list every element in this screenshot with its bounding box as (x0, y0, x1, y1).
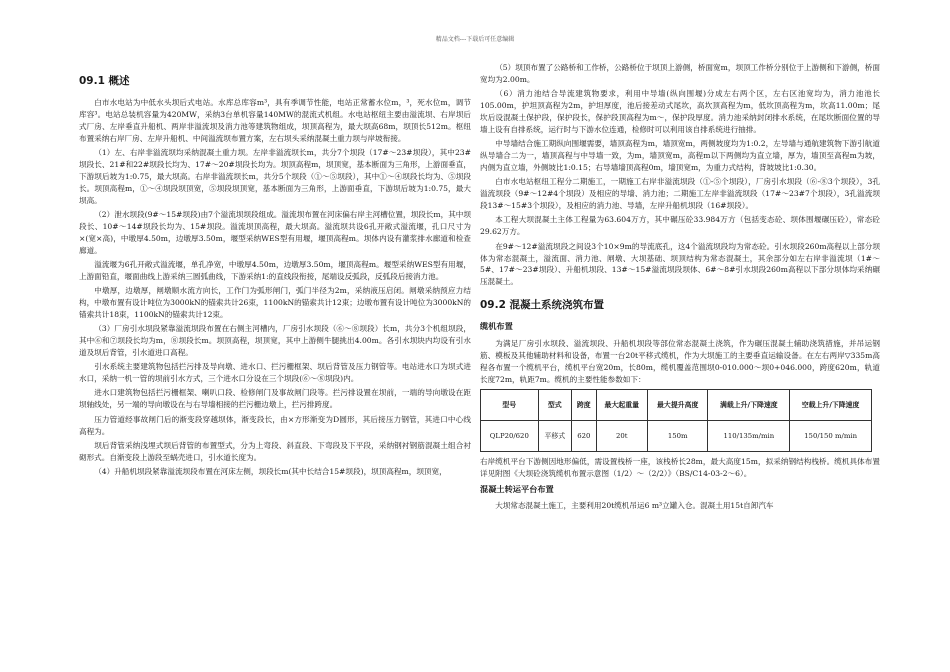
paragraph: （2）泄水坝段(9#～15#坝段)由7个溢流坝坝段组成。溢流坝布置在河床偏右岸主河槽位置，坝段长m，其中坝段长、10#～14#坝段长均为、15#坝段。溢流坝顶高程，最大坝高。溢流坝共设6孔开敞式溢流堰，孔口尺寸为×(宽×高)，中墩厚4.50m，边墩厚3.50m，堰型采纳WES型有用堰，堰顶高程m。坝体内设有灌浆排水廊道和检查廊道。 (79, 209, 471, 255)
cable-crane-spec-table (480, 389, 872, 452)
page-header: 精品文档---下载后可任意编辑 (435, 36, 515, 43)
section-title-concrete-system: 09.2 混凝土系统浇筑布置 (480, 299, 605, 312)
paragraph: 压力管道经事故闸门后的渐变段穿越坝体，渐变段长，由×方形渐变为D圆形，其后接压力钢管，其进口中心线高程为。 (79, 414, 471, 436)
subsection-title-transfer-platform: 混凝土转运平台布置 (480, 483, 554, 494)
paragraph: （4）升船机坝段紧靠溢流坝段布置在河床左侧，坝段长m(其中长结合15#坝段)，坝顶高程m，坝顶宽， (94, 467, 447, 477)
subsection-title-cable-crane: 缆机布置 (480, 321, 513, 332)
table-header-cell: 满载上升/下降速度 (708, 389, 790, 420)
paragraph: 大坝常态混凝土施工，主要利用20t缆机吊运6 m³立罐入仓。混凝土用15t自卸汽车 (495, 501, 774, 511)
table-cell: 20t (596, 420, 647, 451)
paragraph: 白市水电站枢纽工程分二期施工，一期施工右岸非溢流坝段（①-⑤个坝段），厂房引水坝段（⑥-⑧3个坝段），3孔溢流坝段（9#～12#4个坝段）及相应的导墙、消力池；二期施工左岸非溢流坝段（17#～23#7个坝段），3孔溢流坝段13#～15#3个坝段），及相应的消力池、导墙，左岸升船机坝段（16#坝段）。 (480, 177, 880, 211)
paragraph: 本工程大坝混凝土主体工程量为63.604万方，其中碾压砼33.984万方（包括变态砼、坝体围堰碾压砼），常态砼29.62万方。 (480, 215, 880, 237)
paragraph: 在9#～12#溢流坝段之间设3个10×9m的导流底孔，这4个溢流坝段均为常态砼。引水坝段260m高程以上部分坝体为常态混凝土，溢流面、消力池、闸墩、大坝基础、坝顶结构为常态混凝土，其余部分如左右岸非溢流坝（1#～5#、17#～23#坝段）、升船机坝段、13#～15#溢流坝段坝体、6#～8#引水坝段260m高程以下部分坝体均采纳碾压混凝土。 (480, 241, 880, 287)
paragraph: 右岸缆机平台下游侧因地形偏低，需设置栈桥一座，该栈桥长28m，最大高度15m，拟采纳钢结构栈桥。缆机具体布置详见附图《大坝砼浇筑缆机布置示意图（1/2）～（2/2）》（BS/C14-03-2～6）。 (480, 456, 880, 478)
paragraph: （5）坝顶布置了公路桥和工作桥，公路桥位于坝顶上游侧，桥面宽m，坝顶工作桥分别位于上游侧和下游侧，桥面宽均为2.00m。 (480, 63, 880, 84)
paragraph: 引水系统主要建筑物包括拦污排及导向墩、进水口、拦污栅框架、坝后背管及压力钢管等。电站进水口为坝式进水口，采纳一机一管的坝前引水方式，三个进水口分设在三个坝段(⑥～⑧坝段)内。 (79, 362, 471, 384)
paragraph: 坝后背管采纳浅埋式坝后背管的布置型式，分为上弯段、斜直段、下弯段及下平段，采纳钢衬钢筋混凝土组合衬砌形式。自渐变段上游段至蜗壳进口，引水道长度为。 (79, 440, 471, 462)
table-header-cell: 跨度 (572, 389, 597, 420)
paragraph: 白市水电站为中低水头坝后式电站。水库总库容m³，具有季调节性能，电站正常蓄水位m，³，死水位m，调节库容³。电站总装机容量为420MW，采纳3台单机容量140MW的混流式机组。水电站枢纽主要由溢流坝、右岸坝后式厂房、左岸垂直升船机、两岸非溢流坝及消力池等建筑物组成，坝顶高程为，最大坝高68m，坝顶长512m。枢纽布置采纳右岸厂房、左岸升船机、中间溢流坝布置方案，左右坝头采纳混凝土重力坝与岸坡衔接。 (79, 97, 471, 143)
paragraph: 溢流堰为6孔开敞式溢流堰，单孔净宽，中墩厚4.50m，边墩厚3.50m，堰顶高程m。堰型采纳WES型有用堰，上游面铅直，堰面曲线上游采纳三圆弧曲线，下游采纳1:的直线段衔接，尾端设反弧段，反弧段后接消力池。 (79, 259, 471, 281)
table-cell: 150m (648, 420, 708, 451)
section-title-overview: 09.1 概述 (79, 75, 130, 87)
table-header-cell: 最大起重量 (596, 389, 647, 420)
left-column (79, 62, 471, 480)
table-header-cell: 型式 (538, 389, 571, 420)
paragraph: 为满足厂房引水坝段、溢流坝段、升船机坝段等部位常态混凝土浇筑，作为碾压混凝土辅助浇筑措施，并吊运钢筋、模板及其他辅助材料和设备，布置一台20t平移式缆机，作为大坝施工的主要垂直运输设备。在左右两岸▽335m高程各布置一个缆机平台，缆机平台宽20m，长80m，缆机覆盖范围坝0-010.000～坝0+046.000，跨度620m，轨道长度72m，轨距7m。缆机的主要性能参数如下： (480, 339, 880, 384)
paragraph: （6）消力池结合导流建筑物要求，利用中导墙(纵向围堰)分成左右两个区，左右区池宽均为，消力池池长105.00m，护坦顶高程为2m，护坦厚度，池后接差动式尾坎，高坎顶高程为m，低坎顶高程为m，坎高11.00m；尾坎后设混凝土保护段，保护段长，保护段顶高程为m～，保护段厚度。消力池采纳封闭排水系统，在尾坎断面位置的导墙上设有自排系统，运行时与下游水位连通，检修时可以利用该自排系统进行抽排。 (480, 89, 880, 134)
table-cell: QLP20/620 (481, 420, 539, 451)
paragraph: 进水口建筑物包括拦污栅框架、喇叭口段、检修闸门及事故闸门段等。拦污排设置在坝前，一端的导向墩设在距坝轴线处，另一端的导向墩设在与右导墙相接的拦污栅边墩上，拦污排跨度。 (79, 388, 471, 410)
table-cell: 平移式 (538, 420, 571, 451)
table-cell: 620 (572, 420, 597, 451)
paragraph: 中墩厚，边墩厚，闸墩顺水流方向长，工作门为弧形闸门，弧门半径为2m，采纳液压启闭。闸墩采纳预应力结构，中墩布置有设计吨位为3000kN的锚索共计26束，1100kN的锚索共计12束；边墩布置有设计吨位为3000kN的锚索共计18束，1100kN的锚索共计12束。 (79, 286, 472, 319)
table-header-row (481, 389, 872, 420)
paragraph: （3）厂房引水坝段紧靠溢流坝段布置在右侧主河槽内，厂房引水坝段（⑥～⑧坝段）长m，共分3个机组坝段，其中⑥和⑦坝段长均为m，⑧坝段长m。坝顶高程，坝顶宽，其中上游侧牛腿挑出4.00m。各引水坝块内均设有引水道及坝后背管，引水道进口高程。 (79, 324, 471, 357)
table-cell: 150/150 m/min (790, 420, 872, 451)
table-header-cell: 型号 (481, 389, 539, 420)
paragraph: （1）左、右岸非溢流坝均采纳混凝土重力坝。左岸非溢流坝长m，共分7个坝段（17#～23#坝段），其中23#坝段长、21#和22#坝段长均为、17#～20#坝段长均为。坝顶高程m，坝顶宽，基本断面为三角形，上游面垂直，下游坝后坡为1:0.75，最大坝高。右岸非溢流坝长m，共分5个坝段（①～⑤坝段），其中①～④坝段长均为、⑤坝段长。坝顶高程m，①～④坝段坝顶宽，⑤坝段坝顶宽，基本断面为三角形，上游面垂直，下游坝后坡为1:0.75，最大坝高。 (79, 147, 471, 205)
table-cell: 110/135m/min (708, 420, 790, 451)
table-header-cell: 最大提升高度 (648, 389, 708, 420)
paragraph: 中导墙结合施工期纵向围堰需要，墙顶高程为m，墙顶宽m，两侧坡度均为1:0.2，左导墙与通航建筑物下游引航道纵导墙合二为一，墙顶高程与中导墙一致，为m，墙顶宽m，高程m以下两侧均为直立墙，厚为，墙顶至高程m为坡，内侧为直立墙，外侧坡比1:0.15；右导墙墙顶高程0m，墙顶宽m，为重力式结构，背坡坡比1:0.30。 (480, 139, 880, 173)
table-row (481, 420, 872, 451)
table-header-cell: 空载上升/下降速度 (790, 389, 872, 420)
right-column (480, 62, 880, 515)
